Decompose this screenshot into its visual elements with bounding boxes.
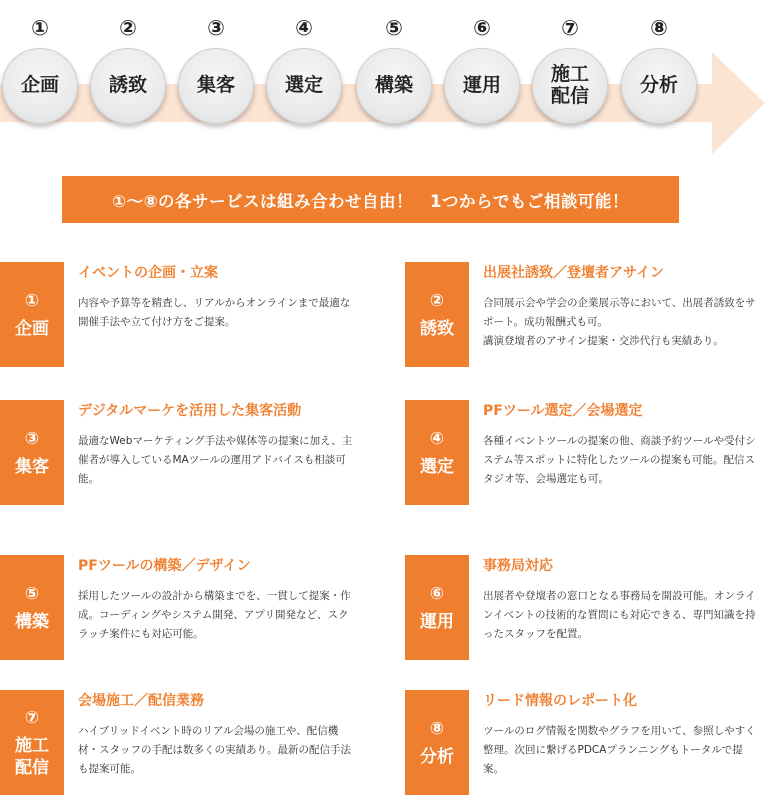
flow-step-circle: 誘致 [90,48,166,124]
flow-step-number: ⑥ [473,16,491,40]
service-badge [0,262,64,367]
service-badge [0,555,64,660]
flow-step-number: ③ [207,16,225,40]
service-card-5 [0,555,360,660]
service-number: ⑧ [429,718,445,739]
service-number: ④ [429,428,445,449]
flow-step-7 [532,0,608,124]
service-description: 各種イベントツールの提案の他、商談予約ツールや受付システム等スポットに特化したツールの提案も可能。配信スタジオ等、会場選定も可。 [483,435,756,485]
flow-step-6 [444,0,520,124]
service-title: 出展社誘致／登壇者アサイン [483,265,665,281]
flow-step-number: ⑦ [561,16,579,40]
service-description: 採用したツールの設計から構築までを、一貫して提案・作成。コーディングやシステム開発、アプリ開発など、スクラッチ案件にも対応可能。 [78,590,351,640]
flow-step-number: ② [119,16,137,40]
service-title: デジタルマーケを活用した集客活動 [78,403,302,419]
service-badge [405,555,469,660]
service-description: 最適なWebマーケティング手法や媒体等の提案に加え、主催者が導入しているMAツールの運用アドバイスも相談可能。 [78,435,353,485]
service-description: 合同展示会や学会の企業展示等において、出展者誘致をサポート。成功報酬式も可。 講演登壇者のアサイン提案・交渉代行も実績あり。 [483,297,756,347]
flow-step-circle: 企画 [2,48,78,124]
service-card-6 [405,555,765,660]
service-number: ⑥ [429,583,445,604]
service-title: 事務局対応 [483,558,553,574]
service-badge [0,400,64,505]
service-number: ② [429,290,445,311]
flow-step-circle: 集客 [178,48,254,124]
service-description: ツールのログ情報を関数やグラフを用いて、参照しやすく整理。次回に繋げるPDCAプランニングもトータルで提案。 [483,725,756,775]
service-card-2 [405,262,765,367]
flow-step-8 [621,0,697,124]
flow-step-circle: 構築 [356,48,432,124]
service-title: リード情報のレポート化 [483,693,637,709]
flow-step-circle: 運用 [444,48,520,124]
flow-step-circle: 施工 配信 [532,48,608,124]
service-name: 運用 [420,611,454,632]
combination-banner [62,176,679,223]
service-card-7 [0,690,360,795]
service-card-8 [405,690,765,795]
flow-step-circle: 選定 [266,48,342,124]
flow-step-number: ④ [295,16,313,40]
service-name: 集客 [15,456,49,477]
service-flow [0,0,768,170]
flow-step-1 [2,0,78,124]
service-number: ③ [24,428,40,449]
service-card-3 [0,400,360,505]
service-number: ① [24,290,40,311]
flow-step-2 [90,0,166,124]
service-description: 内容や予算等を精査し、リアルからオンラインまで最適な開催手法や立て付け方をご提案。 [78,297,351,328]
service-card-1 [0,262,360,367]
service-badge [405,262,469,367]
service-description: 出展者や登壇者の窓口となる事務局を開設可能。オンラインイベントの技術的な質問にも対応できる、専門知識を持ったスタッフを配置。 [483,590,756,640]
flow-step-3 [178,0,254,124]
service-card-4 [405,400,765,505]
service-title: イベントの企画・立案 [78,265,218,281]
service-description: ハイブリッドイベント時のリアル会場の施工や、配信機材・スタッフの手配は数多くの実績あり。最新の配信手法も提案可能。 [78,725,351,775]
service-badge [405,690,469,795]
flow-step-number: ⑧ [650,16,668,40]
service-number: ⑦ [24,707,40,728]
service-badge [405,400,469,505]
service-title: PFツールの構築／デザイン [78,558,251,574]
service-name: 企画 [15,318,49,339]
service-name: 誘致 [420,318,454,339]
flow-step-circle: 分析 [621,48,697,124]
service-name: 分析 [420,746,454,767]
banner-text: ①～⑧の各サービスは組み合わせ自由！ 1つからでもご相談可能！ [112,191,629,211]
flow-step-4 [266,0,342,124]
service-title: 会場施工／配信業務 [78,693,204,709]
service-number: ⑤ [24,583,40,604]
service-badge [0,690,64,795]
service-name: 施工 配信 [15,735,49,778]
service-title: PFツール選定／会場選定 [483,403,643,419]
service-name: 選定 [420,456,454,477]
flow-step-number: ① [31,16,49,40]
flow-step-number: ⑤ [385,16,403,40]
flow-step-5 [356,0,432,124]
service-name: 構築 [15,611,49,632]
